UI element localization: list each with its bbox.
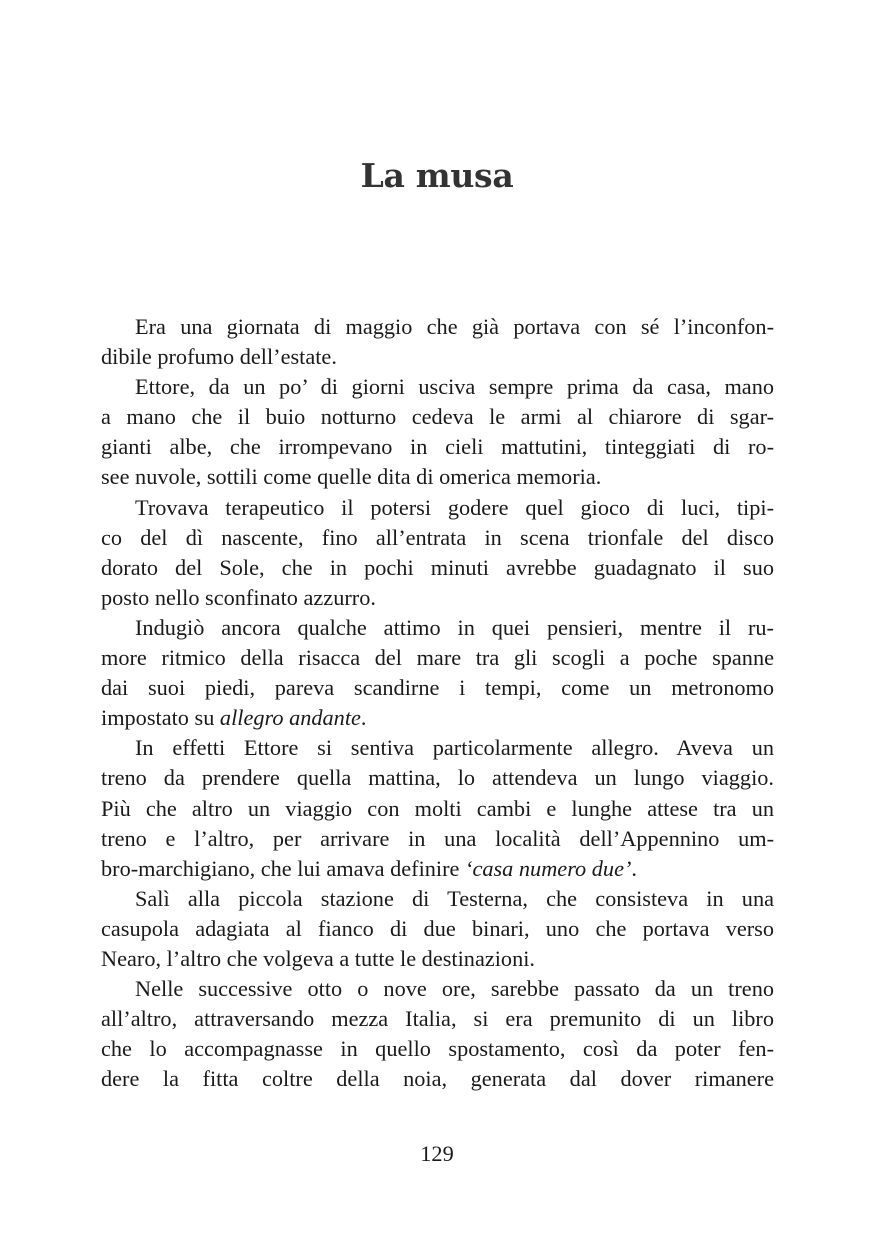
italic-phrase: ‘casa numero due’	[465, 855, 632, 881]
body-text	[101, 312, 774, 1094]
text-line: see nuvole, sottili come quelle dita di omerica memoria.	[101, 464, 602, 490]
text-line: Salì alla piccola stazione di Testerna, che consisteva in una	[135, 885, 774, 911]
text-run: bro-marchigiano, che lui amava definire	[101, 855, 466, 881]
text-line: posto nello sconfinato azzurro.	[101, 584, 376, 610]
text-line: dorato del Sole, che in pochi minuti avrebbe guadagnato il suo	[101, 554, 774, 580]
text-line: dai suoi piedi, pareva scandirne i tempi, come un metronomo	[101, 675, 774, 701]
paragraph	[101, 372, 774, 492]
text-line	[101, 703, 774, 733]
text-line: treno e l’altro, per arrivare in una località dell’Appennino um-	[101, 825, 774, 851]
text-line: gianti albe, che irrompevano in cieli mattutini, tinteggiati di ro-	[101, 434, 774, 460]
paragraph	[101, 312, 774, 372]
text-line: treno da prendere quella mattina, lo attendeva un lungo viaggio.	[101, 765, 774, 791]
text-line: a mano che il buio notturno cedeva le armi al chiarore di sgar-	[101, 404, 774, 430]
text-line: Era una giornata di maggio che già portava con sé l’inconfon-	[135, 314, 774, 339]
text-line: Trovava terapeutico il potersi godere quel gioco di luci, tipi-	[135, 494, 774, 520]
text-line: che lo accompagnasse in quello spostamento, così da poter fen-	[101, 1036, 774, 1062]
text-run: .	[631, 855, 637, 881]
text-line: In effetti Ettore si sentiva particolarmente allegro. Aveva un	[135, 735, 774, 761]
paragraph	[101, 974, 774, 1094]
italic-phrase: allegro andante	[219, 705, 361, 731]
text-line: dibile profumo dell’estate.	[101, 344, 337, 370]
text-line: casupola adagiata al fianco di due binari, uno che portava verso	[101, 915, 774, 941]
paragraph	[101, 613, 774, 733]
text-run: impostato su	[101, 705, 220, 731]
paragraph	[101, 493, 774, 613]
paragraph	[101, 884, 774, 974]
text-line: Nearo, l’altro che volgeva a tutte le destinazioni.	[101, 945, 535, 971]
text-line	[101, 854, 774, 884]
text-line: Nelle successive otto o nove ore, sarebbe passato da un treno	[135, 976, 774, 1002]
text-run: .	[360, 705, 367, 731]
text-line: co del dì nascente, fino all’entrata in scena trionfale del disco	[101, 524, 774, 550]
text-line: more ritmico della risacca del mare tra gli scogli a poche spanne	[101, 645, 774, 671]
text-line: dere la fitta coltre della noia, generata dal dover rimanere	[101, 1066, 774, 1092]
text-line: Più che altro un viaggio con molti cambi e lunghe attese tra un	[101, 795, 774, 821]
page-number: 129	[420, 1141, 454, 1166]
paragraph	[101, 733, 774, 883]
text-line: Indugiò ancora qualche attimo in quei pensieri, mentre il ru-	[135, 614, 774, 640]
text-line: Ettore, da un po’ di giorni usciva sempre prima da casa, mano	[135, 374, 774, 400]
text-line: all’altro, attraversando mezza Italia, si era premunito di un libro	[101, 1006, 774, 1032]
chapter-title: La musa	[360, 156, 514, 196]
